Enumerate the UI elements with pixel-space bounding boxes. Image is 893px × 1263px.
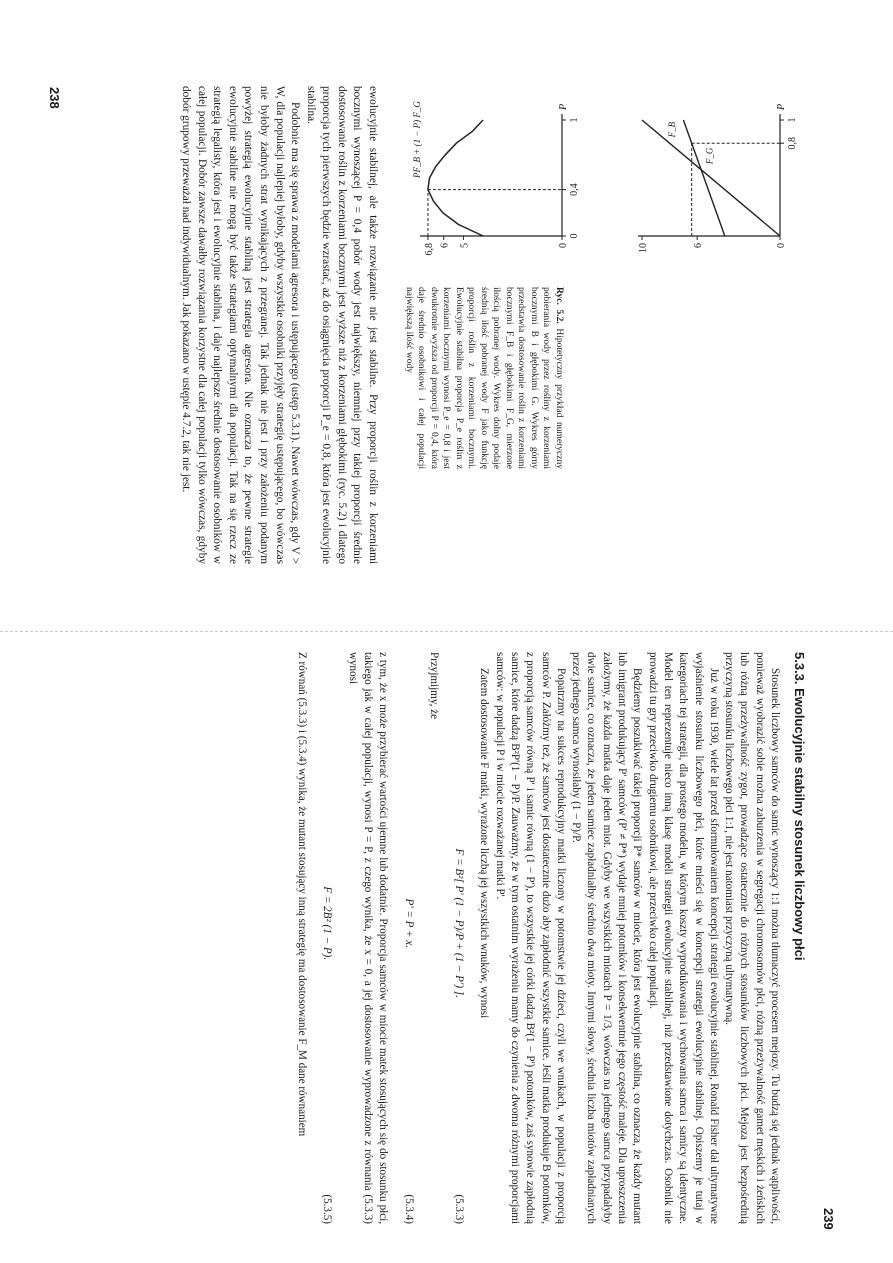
x-tick-label: 0,8 (787, 136, 798, 150)
caption-text: Hipotetyczny przykład numeryczny pobierania wody przez rośliny z korzeniami bocznymi B i głębokimi G. Wykres górny przedstawia dostosowanie roślin z korzeniami bocznymi F_B i głębokimi F_G, mierzone ilością pobranej wody. Wykres dolny podaje średnią ilość pobranej wody F jako funkcję proporcji roślin z korzeniami bocznymi. Ewolucyjnie stabilna proporcja P_e roślin z korzeniami bocznymi wynosi P_e = 0,8 i jest dwukrotnie wyższa od proporcji P = 0,4, która daje średnio osobnikowi i całej populacji największą ilość wody (403, 287, 564, 469)
x-tick-label: 0 (569, 233, 580, 239)
x-tick-label: 1 (569, 117, 580, 123)
series-line-fg (683, 120, 724, 236)
equation-formula: F = 2B² (1 − P). (321, 886, 334, 961)
x-tick-label: 0,4 (569, 183, 580, 196)
x-axis-label: P (558, 103, 569, 110)
page-number-right: 239 (821, 1208, 836, 1230)
equation-formula: P' = P + x. (402, 898, 415, 948)
right-paragraph: Będziemy poszukiwać takiej proporcji P* samców w miocie, która jest ewolucyjnie stabilna, co oznacza, że każdy mutant lub imigrant produkujący P' samców (P' ≠ P*) wydaje mniej potomków i konsekwentnie jego częstość maleje. Dla uproszczenia założymy, że każda matka daje jeden miot. Gdyby we wszystkich miotach P = 1/3, wówczas na jednego samca przypadałyby dwie samice, co oznacza, że jeden samiec zapładniałby średnio dwa mioty. Innymi słowy, średnia liczba miotów zapładnianych przez jednego samca wynosiłaby (1 − P)/P. (570, 652, 644, 1224)
curve-label-fb: F_B (667, 121, 678, 138)
equation-formula: F = B²[ P' (1 − P)/P + (1 − P') ]. (453, 848, 466, 998)
page-fold-line (0, 631, 893, 632)
equation-5-3-3 (451, 652, 466, 1224)
right-paragraph: Już w roku 1930, wiele lat przed sformułowaniem koncepcji strategii ewolucyjnie stabilnej, Ronald Fisher dał ultymatywne wyjaśnienie stosunku liczbowego płci, które mieści się w koncepcji strategii ewolucyjnie stabilnej. Opiszemy je tutaj w kategoriach tej strategii, dla prostego modelu, w którym koszty wyprodukowania i wychowania samca i samicy są identyczne. Model ten reprezentuje nieco inną klasę modeli strategii ewolucyjnie stabilnej, niż przedstawione dotychczas. Osobnik nie prowadzi tu gry przeciwko drugiemu osobnikowi, ale przeciwko całej populacji. (646, 652, 720, 1224)
curve-label: PF_B + (1 − P) F_G (412, 101, 423, 178)
right-paragraph: Przyjmijmy, że (427, 652, 440, 720)
right-paragraph: Stosunek liczbowy samców do samic wynoszący 1:1 można tłumaczyć procesem mejozy. Tu budzą się jednak wątpliwości, ponieważ wyobrazić sobie można zaburzenia w segregacji chromosomów płci, różną przeżywalność gamet męskich i żeńskich lub różną przeżywalność zygot, prowadzące ostatecznie do różnych stosunków liczbowych płci. Mejoza jest bezpośrednią przyczyną stosunku liczbowego płci 1:1, nie jest natomiast przyczyną ultymatywną. (723, 652, 782, 1224)
equation-5-3-4 (400, 652, 415, 1224)
y-tick-label: 0 (558, 243, 569, 248)
x-tick-label: 1 (787, 117, 798, 123)
right-paragraph: Popatrzmy na sukces reprodukcyjny matki liczony w potomstwie jej dzieci, czyli we wnukach, w populacji z proporcją samców P. Załóżmy też, że samców jest dostatecznie dużo aby zapłodnić wszystkie samice. Jeśli matka produkuje B potomków, z proporcją samców równą P' i samic równą (1 − P'), to wszystkie jej córki dadzą B²(1 − P') potomków, zaś synowie zapłodnią samice, które dadzą B²P'(1 − P)/P. Zauważmy, że w tym ostatnim wyrażeniu mamy do czynienia z dwoma różnymi proporcjami samców: w populacji P i w miocie rozważanej matki P'. (493, 652, 567, 1224)
right-paragraph: Zatem dostosowanie F matki, wyrażone liczbą jej wszystkich wnuków, wynosi (478, 668, 491, 1019)
y-tick-label: 5 (459, 243, 471, 248)
curve-label-fg: F_G (704, 147, 715, 165)
series-line-fb (642, 120, 780, 236)
left-paragraph: Podobnie ma się sprawa z modelami agresora i ustępującego (ustęp 5.3.1). Nawet wówczas, gdy V > W, dla populacji najlepiej byłoby, gdyby wszystkie osobniki przyjęły strategię ustępującego, bo wówczas nie byłoby żadnych strat wynikających z przegranej. Tak jednak nie jest i przy założeniu podanym powyżej strategią ewolucyjnie stabilną jest strategia agresora. Nie oznacza to, że pewne strategie ewolucyjnie stabilne nie mogą być także strategiami optymalnymi dla populacji. Tak na się rzecz ze strategią legalisty, która jest i ewolucyjnie stabilna, i daje najlepsze średnie dostosowanie osobników w całej populacji. Dobór zawsze dawałby rozwiązania korzystne dla całej populacji tylko wówczas, gdyby dobór grupowy przeważał nad indywidualnym. Jak pokazano w ustępie 4.7.2, tak nie jest. (180, 86, 302, 564)
equation-5-3-5 (319, 652, 334, 1224)
y-tick-label: 0 (776, 243, 787, 248)
equation-number: (5.3.4) (402, 1194, 415, 1224)
x-axis-label: P (776, 103, 787, 110)
caption-label: Ryc. 5.2. (554, 287, 564, 324)
left-body-text (177, 86, 380, 564)
left-paragraph: ewolucyjnie stabilnej, ale także rozwiązanie nie jest stabilne. Przy proporcji roślin z korzeniami bocznymi wynoszącej P = 0,4 pobór wody jest największy, niemniej przy takiej proporcji średnie dostosowanie roślin z korzeniami bocznymi jest wyższe niż z korzeniami głębokimi (ryc. 5.2) i dlatego proporcja tych pierwszych będzie wzrastać, aż do osiągnięcia proporcji P_e = 0,8, która jest ewolucyjnie stabilna. (304, 86, 379, 564)
y-tick-label: 6,8 (423, 243, 435, 256)
figure-caption (402, 287, 565, 469)
section-title: 5.3.3. Ewolucyjnie stabilny stosunek liczbowy płci (792, 652, 807, 961)
figure-top-chart (630, 85, 805, 270)
right-paragraph: Z równań (5.3.3) i (5.3.4) wynika, że mutant stosujący inną strategię ma dostosowanie F_M dane równaniem (296, 652, 309, 1137)
equation-number: (5.3.5) (321, 1194, 334, 1224)
y-tick-label: 6 (693, 243, 705, 248)
right-paragraph: z tym, że x może przybierać wartości ujemne lub dodatnie. Proporcja samców w miocie matek stosujących się do stosunku płci, takiego jak w całej populacji, wynosi P = P, z czego wynika, że x = 0, a jej dostosowanie wyprowadzone z równania (5.3.3) wynosi (346, 652, 390, 1224)
series-curve-mean-fitness (428, 120, 483, 236)
right-body-text (294, 652, 808, 1224)
equation-number: (5.3.3) (453, 1194, 466, 1224)
y-tick-label: 6 (439, 243, 451, 248)
y-tick-label: 10 (638, 243, 649, 253)
figure-bottom-chart (412, 85, 587, 270)
page-number-left: 238 (47, 87, 62, 109)
